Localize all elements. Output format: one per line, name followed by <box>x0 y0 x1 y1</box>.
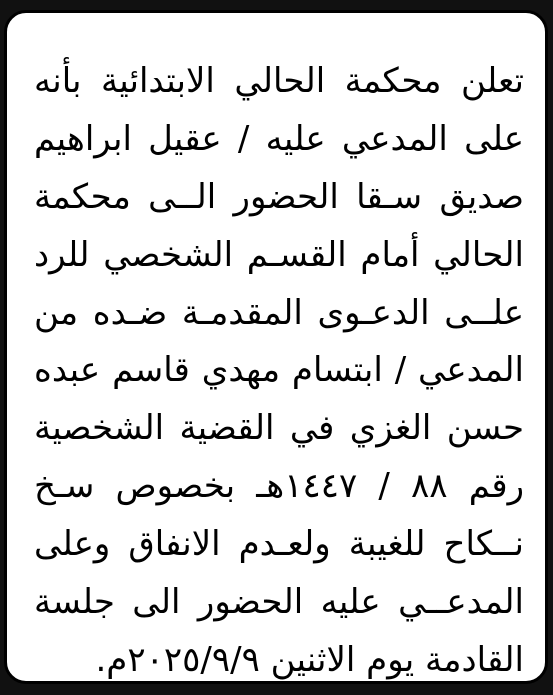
notice-line-last: القادمة يوم الاثنين ٢٠٢٥/٩/٩م. <box>95 639 524 680</box>
notice-line: حسن الغزي في القضية الشخصية <box>34 408 524 449</box>
notice-line: رقم ٨٨ / ١٤٤٧هـ بخصوص سـخ <box>34 466 524 507</box>
notice-line: تعلن محكمة الحالي الابتدائية بأنه <box>34 61 524 101</box>
notice-line: الحالي أمام القسـم الشخصي للرد <box>34 234 524 275</box>
notice-card <box>4 10 548 684</box>
notice-line: نــكاح للغيبة ولعـدم الانفاق وعلى <box>34 524 524 565</box>
notice-line: المدعي / ابتسام مهدي قاسم عبده <box>34 350 524 391</box>
notice-line: المدعــي عليه الحضور الى جلسة <box>34 582 524 623</box>
notice-line: على المدعي عليه / عقيل ابراهيم <box>34 118 524 159</box>
notice-line: علــى الدعـوى المقدمـة ضـده من <box>34 292 524 333</box>
notice-body <box>34 53 524 690</box>
notice-line: صديق سـقا الحضور الــى محكمة <box>34 176 524 217</box>
